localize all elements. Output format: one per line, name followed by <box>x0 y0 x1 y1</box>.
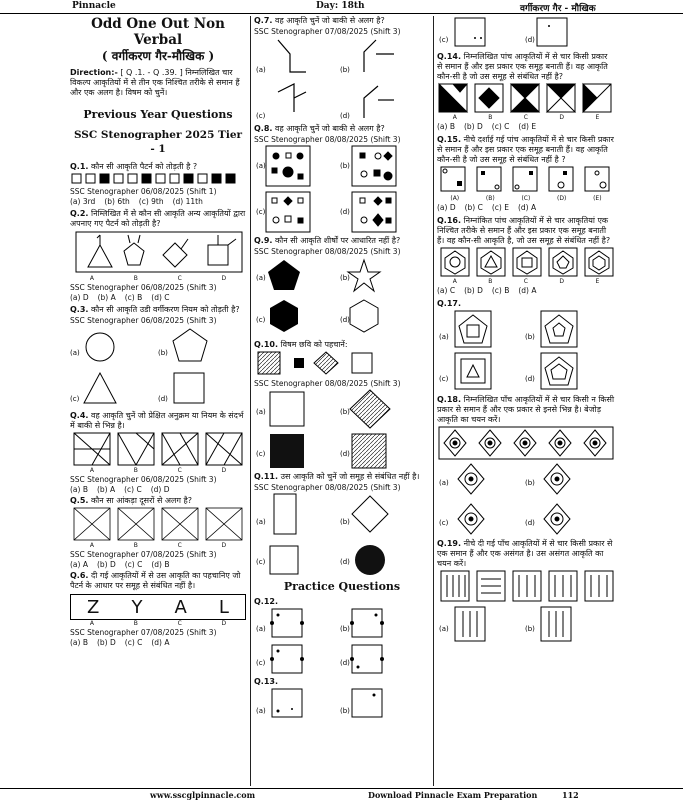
q16-figure-labels <box>437 278 615 285</box>
option-c[interactable]: (c) 9th <box>138 197 164 206</box>
q6-source: SSC Stenographer 07/08/2025 (Shift 3) <box>70 628 217 637</box>
option-d[interactable]: (d) 11th <box>172 197 203 206</box>
label-a: (a) <box>256 408 266 416</box>
label-c: C <box>177 467 182 474</box>
letter-l: L <box>218 596 229 618</box>
option-d[interactable]: (d) A <box>518 286 537 295</box>
label-b: B <box>133 467 138 474</box>
chapter-title-line2: Verbal <box>133 32 183 48</box>
q9-source: SSC Stenographer 08/08/2025 (Shift 3) <box>254 247 401 256</box>
question-number: Q.7. <box>254 16 273 25</box>
label-a: A <box>89 275 94 282</box>
label-a: (a) <box>70 349 80 357</box>
question-7 <box>254 16 430 26</box>
q6-figure-labels <box>70 620 246 627</box>
header-brand: Pinnacle <box>72 1 116 11</box>
option-c[interactable]: (c) C <box>124 560 143 569</box>
label-c: C <box>177 620 182 627</box>
previous-year-title: Previous Year Questions <box>83 108 233 121</box>
option-d[interactable]: (d) D <box>150 485 170 494</box>
q4-figure-squares <box>70 431 246 467</box>
label-d: (d) <box>340 208 350 216</box>
q6-options <box>70 638 246 647</box>
q13-figure-boxes-cd <box>437 16 615 52</box>
label-c: (c) <box>256 112 266 120</box>
label-e: (E) <box>593 195 602 202</box>
question-8 <box>254 124 430 134</box>
question-16 <box>437 216 615 246</box>
option-d[interactable]: (d) C <box>151 293 170 302</box>
q3-figure-shapes <box>70 325 246 411</box>
label-b: B <box>133 275 138 282</box>
question-number: Q.17. <box>437 299 462 308</box>
label-d: D <box>221 542 227 549</box>
q5-options <box>70 560 246 569</box>
question-6 <box>70 571 246 591</box>
label-b: B <box>133 620 138 627</box>
q11-figure-shapes <box>254 492 430 578</box>
label-c: (c) <box>439 36 449 44</box>
option-c[interactable]: (c) B <box>124 293 143 302</box>
label-d: D <box>221 275 227 282</box>
q12-figure-boxes-with-dots <box>254 607 430 677</box>
question-10 <box>254 340 430 350</box>
header-topic: वर्गीकरण गैर - मौखिक <box>520 4 596 14</box>
label-a: (a) <box>256 707 266 715</box>
option-a[interactable]: (a) D <box>437 203 456 212</box>
label-c: C <box>523 278 528 285</box>
page-footer <box>0 788 683 800</box>
q15-figure-labels <box>437 195 615 202</box>
q1-source: SSC Stenographer 06/08/2025 (Shift 1) <box>70 187 217 196</box>
chapter-title-line1: Odd One Out Non <box>91 16 225 32</box>
question-number: Q.6. <box>70 571 89 580</box>
q2-options <box>70 293 246 302</box>
label-b: (b) <box>340 66 350 74</box>
q18-figure-options <box>437 461 615 539</box>
option-d[interactable]: (d) A <box>517 203 537 212</box>
chapter-title-hindi: ( वर्गीकरण गैर-मौखिक ) <box>101 49 215 63</box>
option-d[interactable]: (d) B <box>151 560 170 569</box>
q7-figure-lines <box>254 36 430 124</box>
label-b: (b) <box>340 707 350 715</box>
question-2 <box>70 209 246 229</box>
question-number: Q.10. <box>254 340 279 349</box>
question-number: Q.14. <box>437 52 462 61</box>
question-text: निम्नलिखित पांच आकृतियों में से चार किसी प्रकार से समान हैं और इस प्रकार एक समूह बनाती हैं। वह आकृति कौन-सी है जो उस समूह से संबंधित नहीं है? <box>437 52 608 81</box>
exam-title: SSC Stenographer 2025 Tier - 1 <box>73 129 243 155</box>
option-b[interactable]: (b) C <box>464 203 483 212</box>
column-2 <box>254 16 430 788</box>
label-c: C <box>177 542 182 549</box>
question-17 <box>437 299 615 309</box>
label-d: (d) <box>340 450 350 458</box>
option-a[interactable]: (a) B <box>437 122 455 131</box>
direction-text: [ Q .1. - Q .39. ] निम्नलिखित चार विकल्प आकृतियों में से तीन एक निश्चित तरीके से समान हैं और एक अलग है। विषम को चुनें। <box>70 68 240 97</box>
label-a: A <box>89 542 94 549</box>
q17-figure-nested-shapes <box>437 309 615 393</box>
question-number: Q.4. <box>70 411 89 420</box>
question-19 <box>437 539 615 569</box>
label-b: B <box>133 542 138 549</box>
label-c: C <box>523 114 528 121</box>
option-b[interactable]: (b) D <box>96 560 116 569</box>
q10-figure-pattern-row <box>254 350 430 378</box>
question-text: वह आकृति चुनें जो प्रेक्षित अनुक्रम या नियम के संदर्भ में बाकी से भिन्न है। <box>70 411 244 430</box>
label-d: (d) <box>158 395 168 403</box>
q15-figure-five-boxes <box>437 165 615 195</box>
label-a: (a) <box>439 479 449 487</box>
label-d: (D) <box>557 195 567 202</box>
question-text: विषम छवि को पहचानें: <box>280 340 348 349</box>
question-number: Q.3. <box>70 305 89 314</box>
column-divider-1 <box>250 16 251 786</box>
label-a: (a) <box>256 274 266 282</box>
q16-figure-nested-shapes <box>437 246 615 278</box>
label-a: A <box>89 467 94 474</box>
option-b[interactable]: (b) D <box>96 638 116 647</box>
question-14 <box>437 52 615 82</box>
question-text: कौन सी आकृति शीर्षों पर आधारित नहीं है? <box>275 236 401 245</box>
label-d: (d) <box>340 112 350 120</box>
label-c: (c) <box>70 395 80 403</box>
question-13 <box>254 677 430 687</box>
label-a: (A) <box>450 195 460 202</box>
label-d: D <box>221 467 227 474</box>
option-c[interactable]: (c) B <box>491 286 510 295</box>
label-d: (d) <box>525 519 535 527</box>
q15-options <box>437 203 615 212</box>
label-d: (d) <box>340 316 350 324</box>
q2-figure-labels <box>70 275 246 282</box>
q13-figure-boxes-ab <box>254 687 430 721</box>
label-b: (b) <box>525 479 535 487</box>
q4-source: SSC Stenographer 06/08/2025 (Shift 3) <box>70 475 217 484</box>
question-9 <box>254 236 430 246</box>
label-d: (d) <box>525 36 535 44</box>
question-number: Q.15. <box>437 135 462 144</box>
label-b: (b) <box>340 408 350 416</box>
label-a: (a) <box>439 333 449 341</box>
option-b[interactable]: (b) A <box>96 485 116 494</box>
q1-options <box>70 197 246 206</box>
label-a: (a) <box>256 625 266 633</box>
question-number: Q.1. <box>70 162 89 171</box>
q14-figure-labels <box>437 114 615 121</box>
label-c: (c) <box>256 450 266 458</box>
label-a: A <box>452 114 457 121</box>
q10-figure-options <box>254 388 430 472</box>
label-c: (c) <box>256 316 266 324</box>
footer-website[interactable]: www.sscglpinnacle.com <box>150 790 256 800</box>
option-c[interactable]: (c) C <box>124 485 142 494</box>
question-text: निम्नांकित पांच आकृतियों में से चार आकृतियां एक निश्चित तरीके से समान हैं और इस प्रकार एक समूह बनाती हैं। वह कौन-सी आकृति है, जो उस समूह से संबंधित नहीं है? <box>437 216 611 245</box>
label-c: (c) <box>256 208 266 216</box>
label-c: (c) <box>256 659 266 667</box>
label-a: A <box>452 278 457 285</box>
q16-options <box>437 286 615 295</box>
q7-source: SSC Stenographer 07/08/2025 (Shift 3) <box>254 27 401 36</box>
label-d: D <box>559 278 565 285</box>
label-e: E <box>595 114 600 121</box>
question-text: वह आकृति चुनें जो बाकी से अलग है? <box>275 16 385 25</box>
label-a: (a) <box>256 162 266 170</box>
column-3 <box>437 16 615 788</box>
q1-figure-squares <box>70 172 246 186</box>
letter-a: A <box>174 596 187 618</box>
question-number: Q.8. <box>254 124 273 133</box>
question-text: वह आकृति चुनें जो बाकी से अलग है? <box>275 124 385 133</box>
q3-source: SSC Stenographer 06/08/2025 (Shift 3) <box>70 316 217 325</box>
letter-z: Z <box>87 596 100 618</box>
option-c[interactable]: (c) C <box>491 122 510 131</box>
question-number: Q.2. <box>70 209 89 218</box>
q19-figure-arrow-boxes <box>437 569 615 605</box>
page-number: 112 <box>562 790 579 800</box>
label-b: B <box>488 114 493 121</box>
label-c: (c) <box>439 519 449 527</box>
label-b: (B) <box>485 195 495 202</box>
question-11 <box>254 472 430 482</box>
label-b: (b) <box>340 625 350 633</box>
q5-source: SSC Stenographer 07/08/2025 (Shift 3) <box>70 550 217 559</box>
label-c: (c) <box>439 375 449 383</box>
q18-figure-five-patterns <box>437 425 615 461</box>
q4-figure-labels <box>70 467 246 474</box>
question-number: Q.11. <box>254 472 279 481</box>
header-day: Day: 18th <box>316 1 365 11</box>
option-b[interactable]: (b) A <box>97 293 116 302</box>
q9-figure-polygons <box>254 256 430 340</box>
q11-source: SSC Stenographer 08/08/2025 (Shift 3) <box>254 483 401 492</box>
label-a: (a) <box>256 518 266 526</box>
option-a[interactable]: (a) D <box>70 293 89 302</box>
question-number: Q.18. <box>437 395 462 404</box>
question-text: नीचे दी गई पाँच आकृतियों में से चार किसी प्रकार से एक समान हैं और एक असंगत है। उस असंगत आकृति का चयन करें। <box>437 539 613 568</box>
option-a[interactable]: (a) C <box>437 286 456 295</box>
label-b: (b) <box>340 162 350 170</box>
q19-figure-options <box>437 605 615 645</box>
question-number: Q.19. <box>437 539 462 548</box>
question-number: Q.16. <box>437 216 462 225</box>
label-b: (b) <box>158 349 168 357</box>
column-1 <box>70 16 246 788</box>
option-a[interactable]: (a) A <box>70 560 88 569</box>
question-text: कौन सी आकृति उडी वर्गीकरण नियम को तोड़ती है? <box>91 305 240 314</box>
question-1 <box>70 162 246 172</box>
direction-label: Direction:- <box>70 68 118 77</box>
question-text: कौन सा आंकड़ा दूसरों से अलग है? <box>91 496 193 505</box>
label-b: (b) <box>525 333 535 341</box>
question-number: Q.9. <box>254 236 273 245</box>
question-number: Q.12. <box>254 597 279 606</box>
option-c[interactable]: (c) E <box>491 203 509 212</box>
footer-promo: Download Pinnacle Exam Preparation <box>368 790 538 800</box>
q8-source: SSC Stenographer 08/08/2025 (Shift 3) <box>254 135 401 144</box>
option-b[interactable]: (b) 6th <box>104 197 130 206</box>
question-number: Q.5. <box>70 496 89 505</box>
page-header <box>0 0 683 14</box>
q5-figure-number-squares <box>70 506 246 542</box>
practice-questions-title: Practice Questions <box>283 580 401 593</box>
q8-figure-boxes-with-shapes <box>254 144 430 236</box>
direction-block <box>70 68 246 98</box>
q2-source: SSC Stenographer 06/08/2025 (Shift 3) <box>70 283 217 292</box>
label-b: (b) <box>340 274 350 282</box>
column-divider-2 <box>433 16 434 786</box>
option-c[interactable]: (c) C <box>124 638 143 647</box>
option-d[interactable]: (d) E <box>518 122 537 131</box>
option-a[interactable]: (a) B <box>70 638 88 647</box>
question-3 <box>70 305 246 315</box>
q5-figure-labels <box>70 542 246 549</box>
label-b: (b) <box>340 518 350 526</box>
question-text: कौन सी आकृति पैटर्न को तोड़ती है ? <box>91 162 198 171</box>
label-b: (b) <box>525 625 535 633</box>
option-a[interactable]: (a) B <box>70 485 88 494</box>
q14-options <box>437 122 615 131</box>
letter-y: Y <box>131 596 143 618</box>
q2-figure-shapes-with-arrows <box>70 229 246 275</box>
option-d[interactable]: (d) A <box>151 638 170 647</box>
question-text: उस आकृति को चुनें जो समूह से संबंधित नहीं है। <box>280 472 420 481</box>
question-number: Q.13. <box>254 677 279 686</box>
q10-source: SSC Stenographer 08/08/2025 (Shift 3) <box>254 379 401 388</box>
question-5 <box>70 496 246 506</box>
label-d: (d) <box>525 375 535 383</box>
question-15 <box>437 135 615 165</box>
question-4 <box>70 411 246 431</box>
question-text: निम्नलिखित पाँच आकृतियों में से चार किसी न किसी प्रकार से समान हैं और एक प्रकार से इनसे भिन्न है। बेजोड़ आकृति का चयन करें। <box>437 395 615 424</box>
option-a[interactable]: (a) 3rd <box>70 197 96 206</box>
label-e: E <box>595 278 600 285</box>
label-c: (c) <box>256 558 266 566</box>
question-text: दी गई आकृतियों में से उस आकृति का पहचानिए जो पैटर्न के आधार पर समूह से संबंधित नहीं है। <box>70 571 241 590</box>
option-b[interactable]: (b) D <box>464 286 483 295</box>
label-c: C <box>177 275 182 282</box>
q4-options <box>70 485 246 494</box>
question-text: नीचे दर्शाई गई पांच आकृतियों में से चार किसी प्रकार से समान हैं और इस प्रकार एक समूह बनाती हैं। वह आकृति कौन-सी है जो उस समूह से संबंधित नहीं है ? <box>437 135 614 164</box>
question-12 <box>254 597 430 607</box>
option-b[interactable]: (b) D <box>463 122 483 131</box>
label-c: (C) <box>521 195 531 202</box>
label-d: D <box>221 620 227 627</box>
label-d: (d) <box>340 659 350 667</box>
q6-letter-box <box>70 594 246 620</box>
label-d: (d) <box>340 558 350 566</box>
label-a: A <box>89 620 94 627</box>
label-a: (a) <box>256 66 266 74</box>
label-a: (a) <box>439 625 449 633</box>
q14-figure-five-boxes <box>437 82 615 114</box>
label-d: D <box>559 114 565 121</box>
question-text: निम्लिखित में से कौन सी आकृति अन्य आकृतियों द्वारा अपनाए गए पैटर्न को तोड़ती है? <box>70 209 246 228</box>
question-18 <box>437 395 615 425</box>
label-b: B <box>488 278 493 285</box>
